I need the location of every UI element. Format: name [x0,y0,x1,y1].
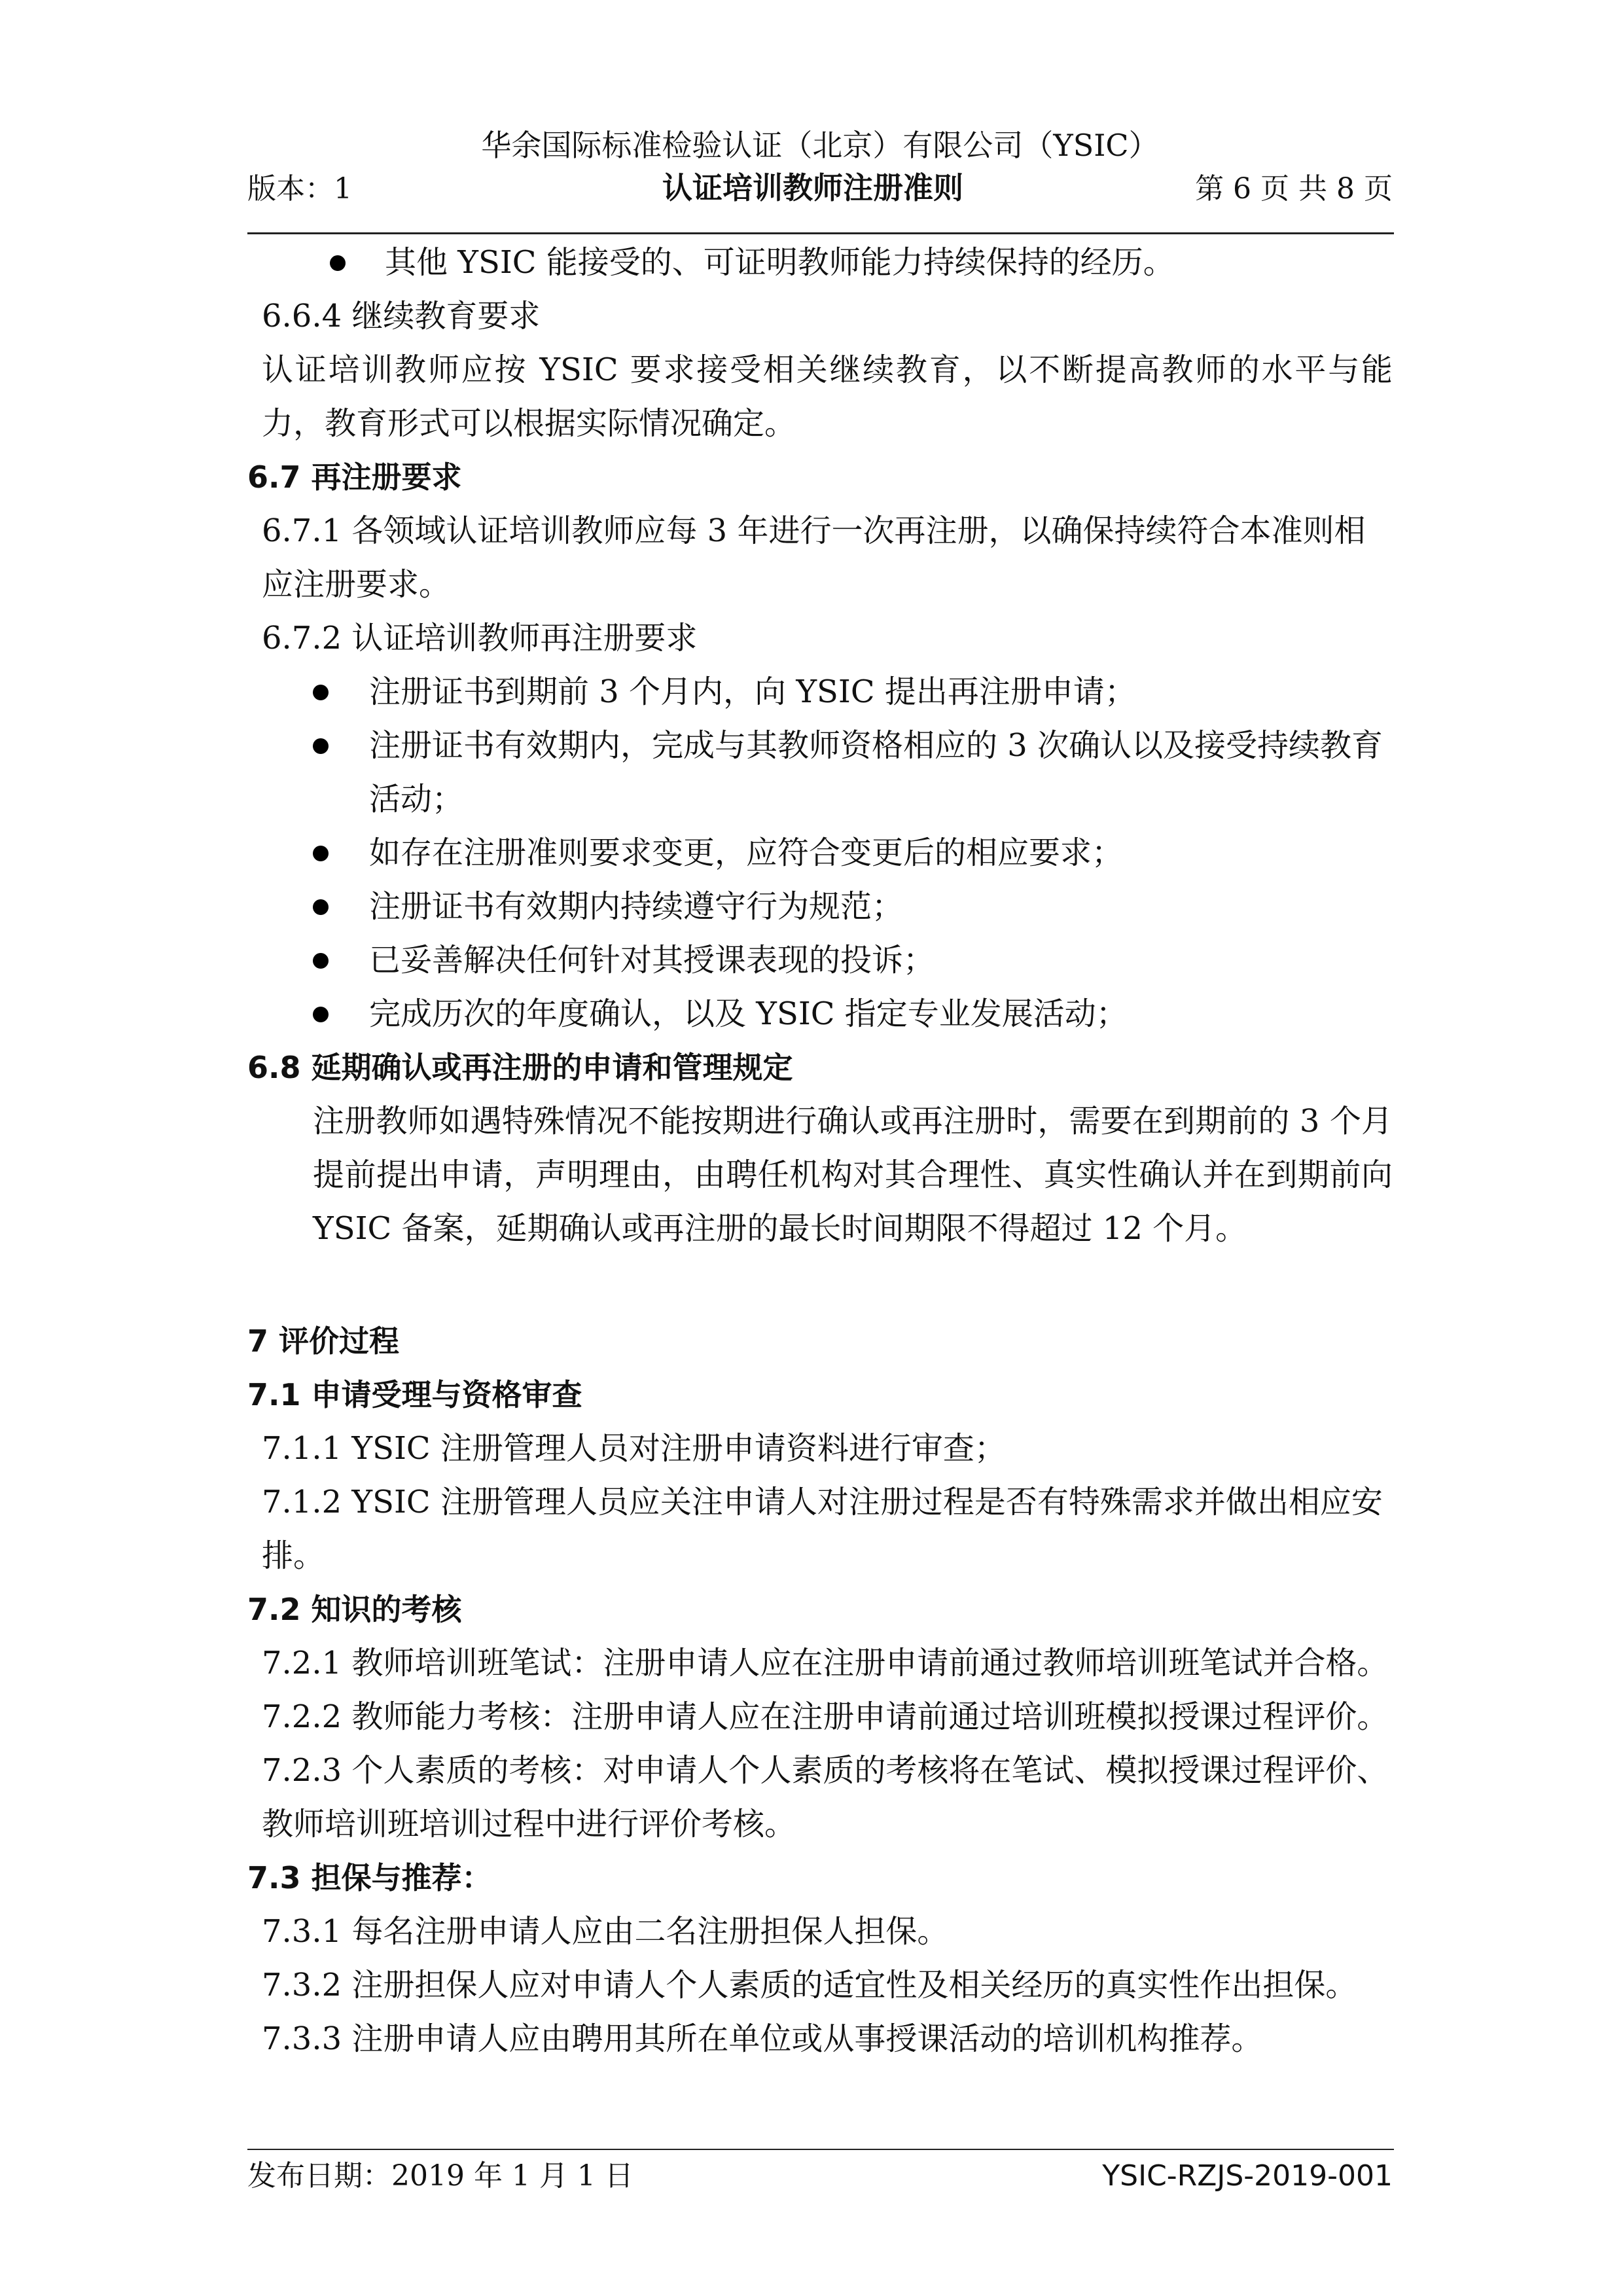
bullet-dot-icon [313,899,329,915]
section-6-6-4-text: 认证培训教师应按 YSIC 要求接受相关继续教育，以不断提高教师的水平与能力，教育形式可以根据实际情况确定。 [262,351,1393,442]
bullet-dot-icon [313,953,329,969]
page-number: 第 6 页 共 8 页 [1195,172,1393,206]
bullet-dot-icon [313,738,329,754]
bullet-text: 注册证书有效期内，完成与其教师资格相应的 3 次确认以及接受持续教育活动； [369,727,1383,817]
heading-7-3: 7.3 担保与推荐： [247,1860,492,1895]
bullet-item [247,880,1393,933]
bullet-dot-icon [313,846,329,861]
section-7-2-2: 7.2.2 教师能力考核：注册申请人应在注册申请前通过培训班模拟授课过程评价。 [262,1698,1389,1735]
company-name: 华余国际标准检验认证（北京）有限公司（YSIC） [481,128,1159,163]
section-7-2-1: 7.2.1 教师培训班笔试：注册申请人应在注册申请前通过教师培训班笔试并合格。 [262,1645,1389,1681]
section-7-3-2: 7.3.2 注册担保人应对申请人个人素质的适宜性及相关经历的真实性作出担保。 [262,1967,1357,2003]
heading-7-1: 7.1 申请受理与资格审查 [247,1377,582,1412]
page-footer [247,2153,1393,2199]
heading-7: 7 评价过程 [247,1323,400,1359]
version-label: 版本：1 [247,172,352,206]
document-code: YSIC-RZJS-2019-001 [1102,2159,1393,2193]
heading-6-7: 6.7 再注册要求 [247,459,462,495]
bullet-text: 注册证书有效期内持续遵守行为规范； [369,888,904,925]
page-header [247,126,1393,212]
document-title: 认证培训教师注册准则 [662,170,964,206]
bullet-item [247,987,1393,1041]
section-7-1-1: 7.1.1 YSIC 注册管理人员对注册申请资料进行审查； [262,1430,1006,1467]
section-6-7-1: 6.7.1 各领域认证培训教师应每 3 年进行一次再注册，以确保持续符合本准则相应注册要求。 [262,512,1366,603]
header-row [247,165,1393,212]
bullet-item [247,719,1393,826]
section-7-2-3: 7.2.3 个人素质的考核：对申请人个人素质的考核将在笔试、模拟授课过程评价、教师培训班培训过程中进行评价考核。 [262,1752,1389,1842]
bullet-item [247,826,1393,880]
bullet-item [247,236,1393,289]
publish-date: 发布日期：2019 年 1 月 1 日 [247,2159,633,2193]
section-7-1-2: 7.1.2 YSIC 注册管理人员应关注申请人对注册过程是否有特殊需求并做出相应安排。 [262,1484,1383,1574]
section-6-7-2: 6.7.2 认证培训教师再注册要求 [262,620,698,656]
bullet-text: 完成历次的年度确认，以及 YSIC 指定专业发展活动； [369,996,1128,1032]
bullet-item [247,933,1393,987]
heading-7-2: 7.2 知识的考核 [247,1592,462,1627]
bullet-dot-icon [313,1007,329,1022]
bullet-text: 注册证书到期前 3 个月内，向 YSIC 提出再注册申请； [369,673,1136,710]
bullet-text: 其他 YSIC 能接受的、可证明教师能力持续保持的经历。 [385,244,1175,281]
section-7-3-3: 7.3.3 注册申请人应由聘用其所在单位或从事授课活动的培训机构推荐。 [262,2020,1263,2057]
footer-divider [247,2149,1394,2150]
document-body [247,236,1393,2066]
bullet-item [247,665,1393,719]
section-7-3-1: 7.3.1 每名注册申请人应由二名注册担保人担保。 [262,1913,949,1950]
header-divider [247,232,1394,234]
bullet-text: 已妥善解决任何针对其授课表现的投诉； [369,942,935,978]
bullet-dot-icon [313,685,329,700]
bullet-text: 如存在注册准则要求变更，应符合变更后的相应要求； [369,834,1124,871]
spacer [247,1255,1393,1314]
heading-6-8: 6.8 延期确认或再注册的申请和管理规定 [247,1050,793,1085]
section-6-6-4-title: 6.6.4 继续教育要求 [262,298,541,334]
section-6-8-text: 注册教师如遇特殊情况不能按期进行确认或再注册时，需要在到期前的 3 个月提前提出申请，声明理由，由聘任机构对其合理性、真实性确认并在到期前向 YSIC 备案，延期确认或再注册的最长时间期限不得超过 12 个月。 [313,1103,1393,1247]
bullet-dot-icon [330,255,346,271]
